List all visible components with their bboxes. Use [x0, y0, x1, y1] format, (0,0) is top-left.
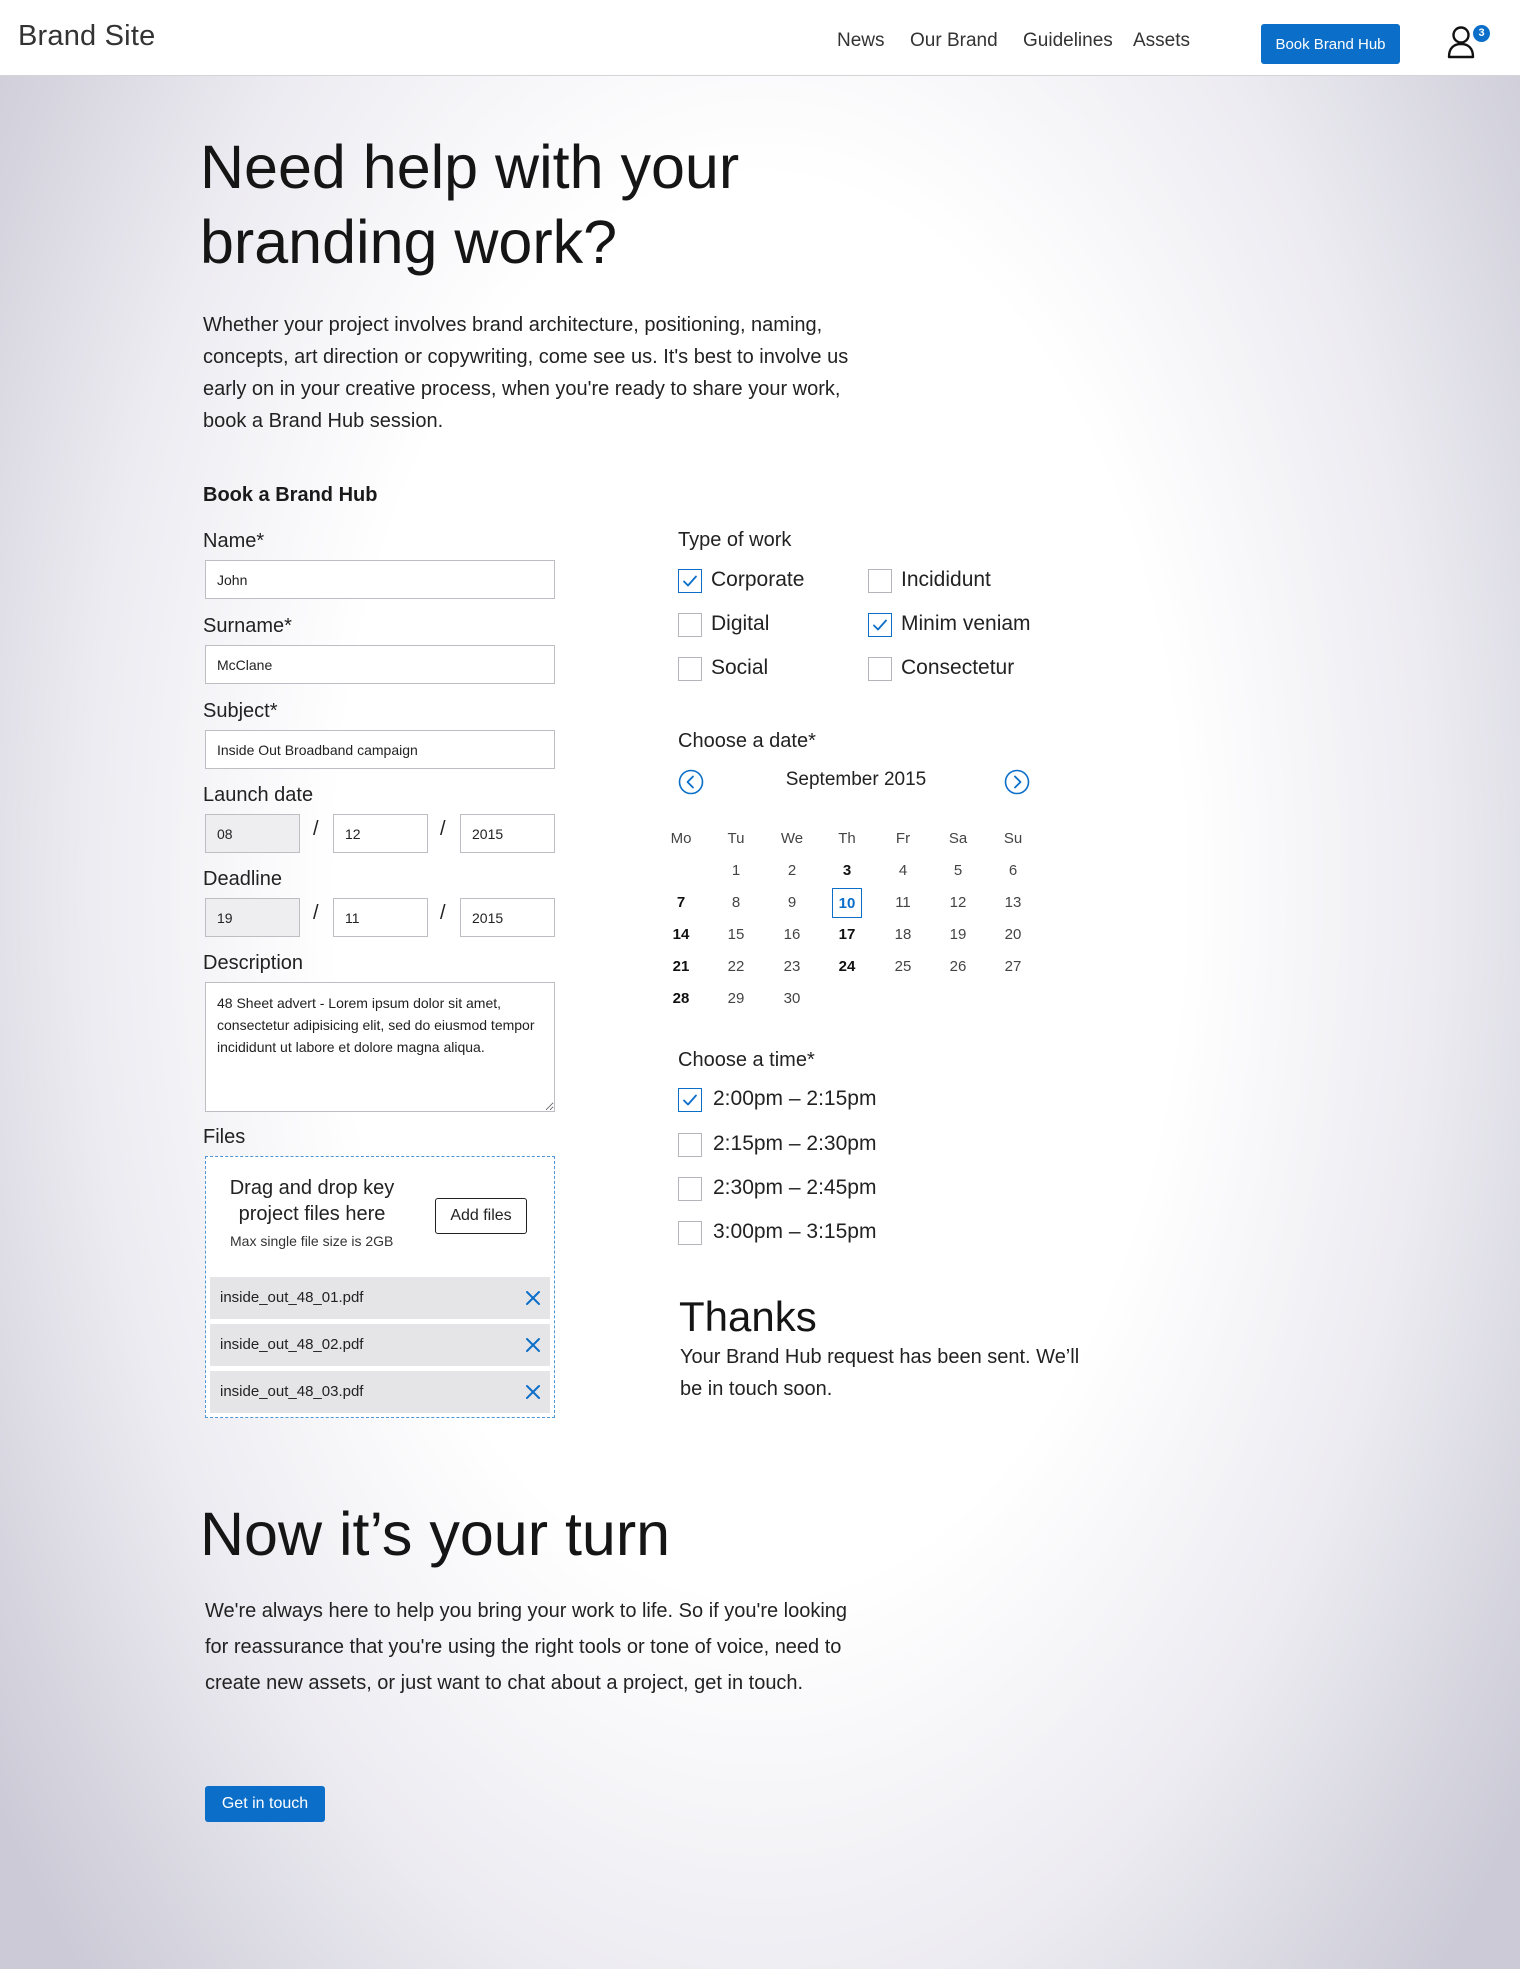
choose-date-label: Choose a date* [678, 730, 816, 752]
calendar-day[interactable]: 5 [953, 862, 963, 879]
nav-assets[interactable]: Assets [1133, 30, 1191, 51]
calendar-day[interactable]: 3 [842, 862, 852, 879]
checkbox-minim-veniam[interactable] [868, 613, 892, 637]
calendar-day[interactable]: 4 [898, 862, 908, 879]
checkbox-consectetur[interactable] [868, 657, 892, 681]
time-slot-label[interactable]: 3:00pm – 3:15pm [713, 1220, 877, 1243]
add-files-button[interactable]: Add files [435, 1198, 527, 1234]
launch-day-input[interactable] [205, 814, 300, 853]
time-slot-checkbox[interactable] [678, 1133, 702, 1157]
nav-news[interactable]: News [837, 30, 885, 51]
checkbox-label[interactable]: Minim veniam [901, 612, 1031, 635]
file-dropzone[interactable] [205, 1156, 555, 1418]
type-of-work-label: Type of work [678, 529, 792, 551]
calendar-day[interactable]: 7 [676, 894, 686, 911]
calendar-day[interactable]: 16 [783, 926, 801, 943]
time-slot-checkbox[interactable] [678, 1088, 702, 1112]
description-textarea[interactable] [205, 982, 555, 1112]
checkbox-social[interactable] [678, 657, 702, 681]
checkmark-icon [868, 613, 892, 637]
nav-our-brand[interactable]: Our Brand [910, 30, 998, 51]
thanks-message: Your Brand Hub request has been sent. We’ll be in touch soon. [680, 1346, 1080, 1400]
nav-guidelines[interactable]: Guidelines [1023, 30, 1113, 51]
subject-input[interactable] [205, 730, 555, 769]
calendar-day[interactable]: 21 [672, 958, 690, 975]
file-item [210, 1277, 550, 1319]
calendar-day[interactable]: 12 [949, 894, 967, 911]
thanks-title: Thanks [679, 1293, 817, 1340]
calendar-day[interactable]: 11 [895, 894, 911, 911]
checkbox-label[interactable]: Social [711, 656, 769, 679]
calendar-weekday: We [780, 830, 804, 847]
time-slot-label[interactable]: 2:00pm – 2:15pm [713, 1087, 877, 1110]
dropzone-text: Drag and drop key project files here [229, 1177, 395, 1225]
calendar-day[interactable]: 9 [787, 894, 797, 911]
form-title: Book a Brand Hub [203, 484, 378, 506]
subject-label: Subject* [203, 700, 278, 722]
user-account-button[interactable] [1447, 22, 1491, 60]
calendar-day[interactable]: 27 [1004, 958, 1022, 975]
launch-month-input[interactable] [333, 814, 428, 853]
notification-badge: 3 [1473, 25, 1490, 42]
calendar-day[interactable]: 14 [672, 926, 690, 943]
choose-time-label: Choose a time* [678, 1049, 815, 1071]
checkbox-label[interactable]: Corporate [711, 568, 805, 591]
next-month-icon[interactable] [1004, 769, 1030, 795]
checkbox-label[interactable]: Incididunt [901, 568, 991, 591]
time-slot-label[interactable]: 2:30pm – 2:45pm [713, 1176, 877, 1199]
calendar-day[interactable]: 1 [731, 862, 741, 879]
description-label: Description [203, 952, 304, 974]
remove-file-icon[interactable] [524, 1383, 542, 1401]
file-name: inside_out_48_01.pdf [220, 1289, 364, 1306]
date-separator: / [440, 902, 446, 924]
checkbox-digital[interactable] [678, 613, 702, 637]
calendar-day[interactable]: 18 [894, 926, 912, 943]
checkbox-label[interactable]: Digital [711, 612, 770, 635]
calendar-weekday: Su [1003, 830, 1023, 847]
checkbox-corporate[interactable] [678, 569, 702, 593]
name-input[interactable] [205, 560, 555, 599]
time-slot-label[interactable]: 2:15pm – 2:30pm [713, 1132, 877, 1155]
calendar-weekday: Tu [727, 830, 745, 847]
max-file-size-text: Max single file size is 2GB [230, 1233, 394, 1249]
site-logo[interactable]: Brand Site [18, 20, 156, 52]
file-name: inside_out_48_02.pdf [220, 1336, 364, 1353]
calendar-weekday: Mo [670, 830, 692, 847]
files-label: Files [203, 1126, 246, 1148]
deadline-month-input[interactable] [333, 898, 428, 937]
deadline-day-input[interactable] [205, 898, 300, 937]
calendar-day[interactable]: 17 [838, 926, 856, 943]
date-separator: / [313, 818, 319, 840]
time-slot-checkbox[interactable] [678, 1221, 702, 1245]
calendar-day[interactable]: 13 [1004, 894, 1022, 911]
calendar-day[interactable]: 6 [1008, 862, 1018, 879]
calendar-day[interactable]: 8 [731, 894, 741, 911]
file-item [210, 1371, 550, 1413]
launch-year-input[interactable] [460, 814, 555, 853]
calendar-day[interactable]: 26 [949, 958, 967, 975]
surname-label: Surname* [203, 615, 292, 637]
page-title: Need help with your branding work? [200, 133, 740, 276]
get-in-touch-button[interactable]: Get in touch [205, 1786, 325, 1822]
surname-input[interactable] [205, 645, 555, 684]
calendar-day[interactable]: 22 [727, 958, 745, 975]
book-brand-hub-button[interactable]: Book Brand Hub [1261, 24, 1400, 64]
intro-text: Whether your project involves brand architecture, positioning, naming, concepts, art direction or copywriting, come see us. It's best to involve us early on in your creative process, when you're ready to share your work, book a Brand Hub session. [203, 314, 849, 432]
calendar-weekday: Sa [948, 830, 968, 847]
calendar-day[interactable]: 19 [949, 926, 967, 943]
calendar-day[interactable]: 29 [727, 990, 745, 1007]
calendar-day[interactable]: 30 [783, 990, 801, 1007]
checkmark-icon [678, 569, 702, 593]
calendar-weekday: Th [838, 830, 856, 847]
section-title: Now it’s your turn [200, 1500, 671, 1568]
calendar-day[interactable]: 25 [894, 958, 912, 975]
calendar-day[interactable]: 2 [787, 862, 797, 879]
site-header [0, 0, 1520, 76]
date-separator: / [313, 902, 319, 924]
remove-file-icon[interactable] [524, 1289, 542, 1307]
file-name: inside_out_48_03.pdf [220, 1383, 364, 1400]
deadline-label: Deadline [203, 868, 282, 890]
name-label: Name* [203, 530, 265, 552]
calendar-day[interactable]: 24 [838, 958, 856, 975]
deadline-year-input[interactable] [460, 898, 555, 937]
section-text: We're always here to help you bring your work to life. So if you're looking for reassurance that you're using the right tools or tone of voice, need to create new assets, or just want to chat about a project, get in touch. [205, 1600, 848, 1694]
calendar-weekday: Fr [895, 830, 911, 847]
checkbox-incididunt[interactable] [868, 569, 892, 593]
file-item [210, 1324, 550, 1366]
calendar-day[interactable]: 28 [672, 990, 690, 1007]
calendar-month-title: September 2015 [785, 769, 927, 790]
calendar-day[interactable]: 23 [783, 958, 801, 975]
checkbox-label[interactable]: Consectetur [901, 656, 1015, 679]
time-slot-checkbox[interactable] [678, 1177, 702, 1201]
calendar-day-selected[interactable]: 10 [832, 888, 862, 918]
date-separator: / [440, 818, 446, 840]
calendar-day[interactable]: 15 [727, 926, 745, 943]
checkmark-icon [678, 1088, 702, 1112]
calendar-day[interactable]: 20 [1004, 926, 1022, 943]
launch-date-label: Launch date [203, 784, 314, 806]
remove-file-icon[interactable] [524, 1336, 542, 1354]
